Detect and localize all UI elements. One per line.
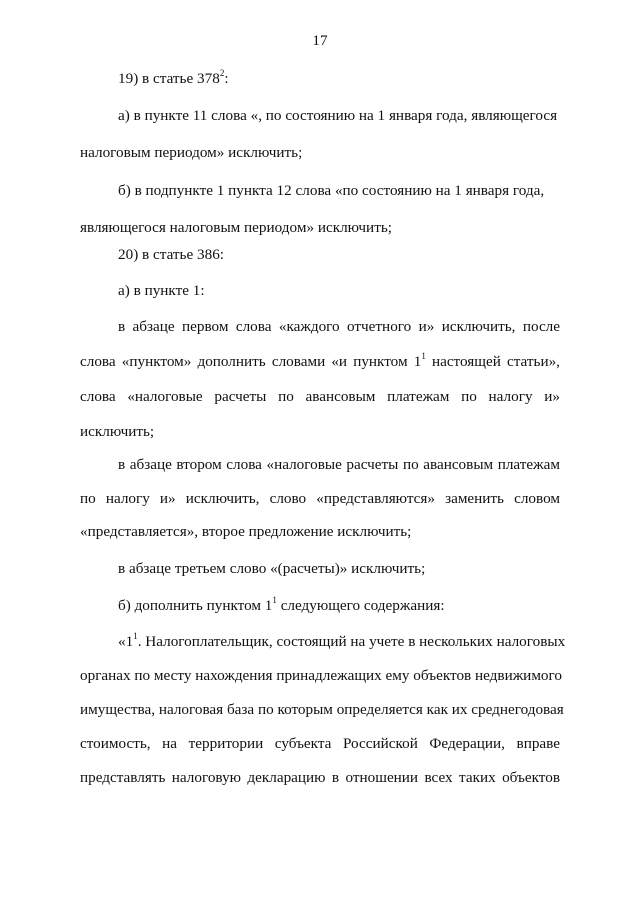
text-span: . Налогоплательщик, состоящий на учете в нескольких налоговых: [137, 633, 566, 650]
paragraph-line: в абзаце втором слова «налоговые расчеты по авансовым платежам: [118, 456, 560, 473]
superscript: 1: [272, 594, 277, 605]
paragraph-line: [118, 630, 566, 651]
paragraph-line: а) в пункте 11 слова «, по состоянию на 1 января года, являющегося: [118, 107, 558, 124]
superscript: 1: [421, 350, 426, 361]
text-span: б) дополнить пунктом 1: [118, 597, 273, 614]
paragraph-line: являющегося налоговым периодом» исключить;: [80, 219, 392, 236]
paragraph-line: представлять налоговую декларацию в отношении всех таких объектов: [80, 769, 560, 786]
paragraph-line: по налогу и» исключить, слово «представляются» заменить словом: [80, 490, 560, 507]
paragraph-line: 20) в статье 386:: [118, 246, 225, 263]
paragraph-line: в абзаце третьем слово «(расчеты)» исключить;: [118, 560, 426, 577]
paragraph-line: [118, 594, 445, 615]
paragraph-line: а) в пункте 1:: [118, 282, 205, 299]
superscript: 2: [219, 67, 225, 78]
paragraph-line: исключить;: [80, 423, 155, 440]
paragraph-line: в абзаце первом слова «каждого отчетного и» исключить, после: [118, 318, 560, 335]
text-span: «1: [118, 633, 134, 650]
text-span: настоящей статьи»,: [425, 353, 560, 370]
paragraph-line: [80, 350, 560, 371]
paragraph-line: имущества, налоговая база по которым определяется как их среднегодовая: [80, 701, 564, 718]
paragraph-line: слова «налоговые расчеты по авансовым платежам по налогу и»: [80, 388, 560, 405]
text-span: 19) в статье 378: [118, 70, 220, 87]
paragraph-line: «представляется», второе предложение исключить;: [80, 523, 412, 540]
paragraph-line: органах по месту нахождения принадлежащих ему объектов недвижимого: [80, 667, 562, 684]
paragraph-line: б) в подпункте 1 пункта 12 слова «по состоянию на 1 января года,: [118, 182, 545, 199]
text-span: :: [224, 70, 229, 87]
paragraph-line: [118, 67, 229, 88]
page-number: 17: [312, 32, 328, 49]
text-span: слова «пунктом» дополнить словами «и пунктом 1: [80, 353, 422, 370]
paragraph-line: стоимость, на территории субъекта Российской Федерации, вправе: [80, 735, 560, 752]
text-span: следующего содержания:: [276, 597, 445, 614]
superscript: 1: [133, 630, 138, 641]
paragraph-line: налоговым периодом» исключить;: [80, 144, 303, 161]
